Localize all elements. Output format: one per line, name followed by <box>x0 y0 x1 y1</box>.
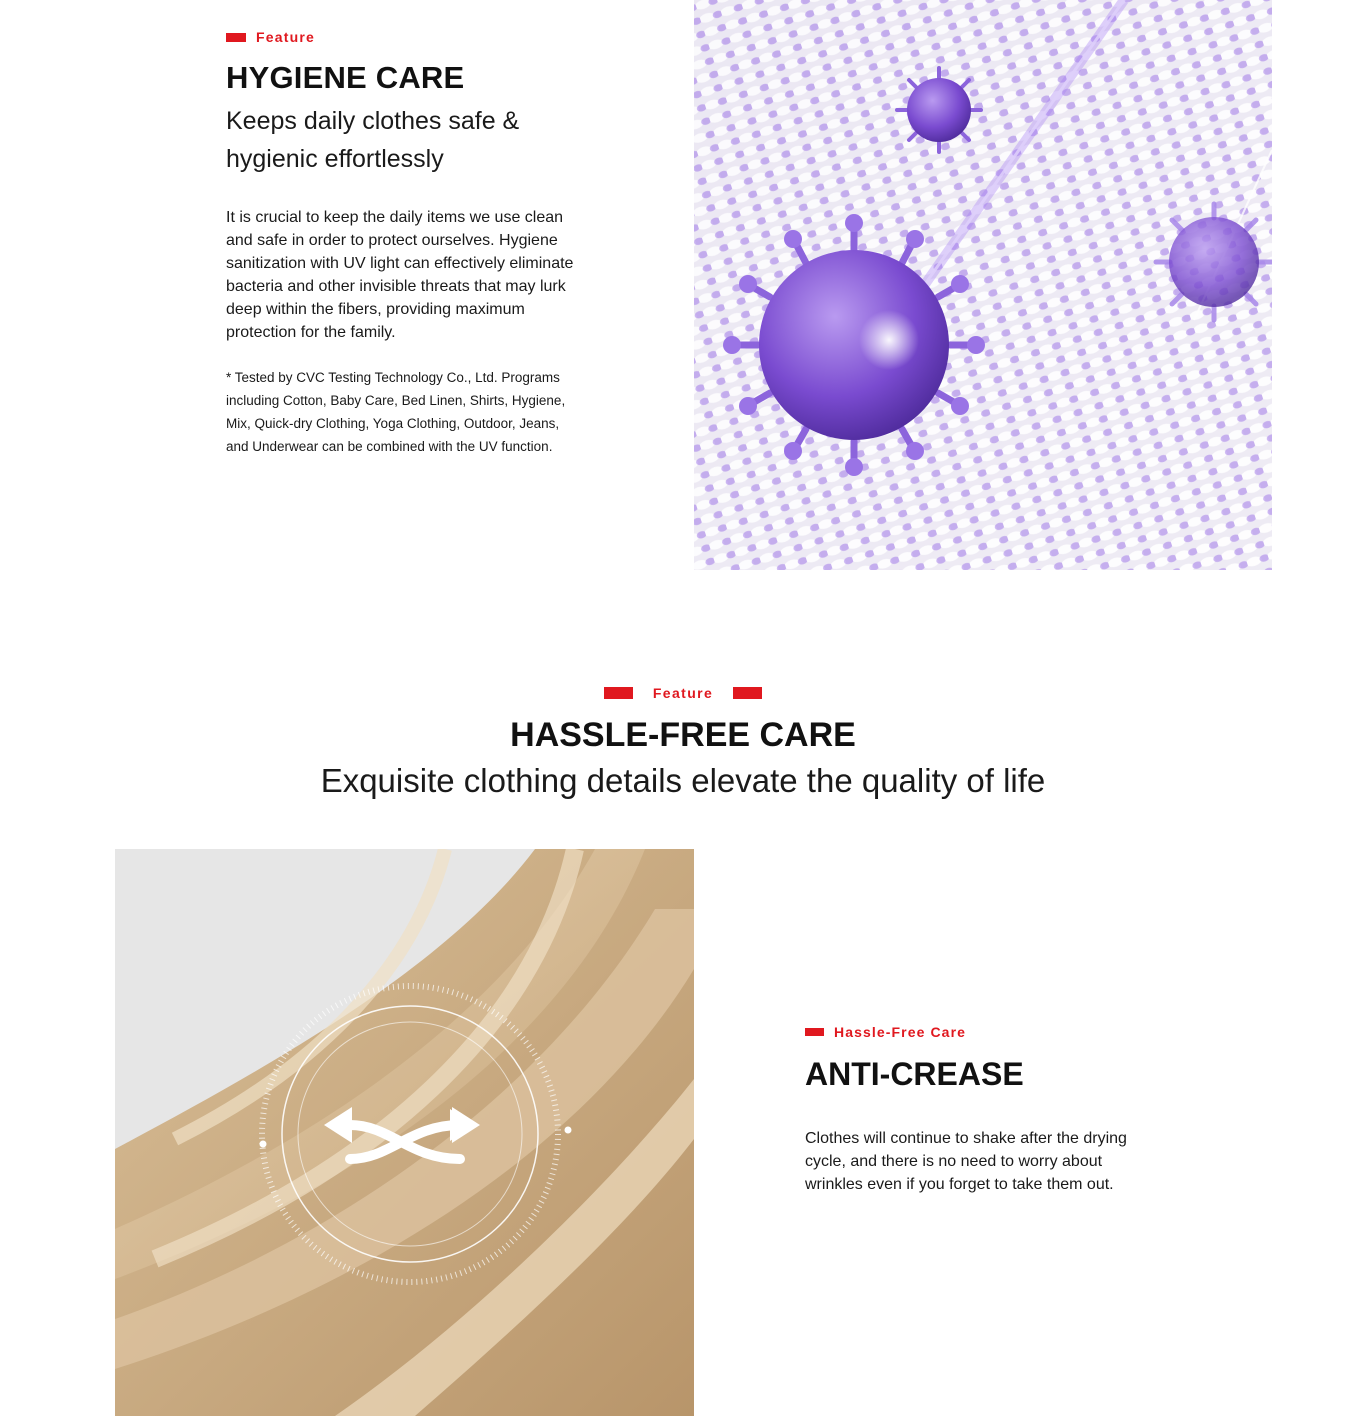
feature-tag-label: Feature <box>652 685 714 701</box>
hassle-free-care-tag <box>805 1023 1165 1041</box>
anti-crease-description: Clothes will continue to shake after the drying cycle, and there is no need to worry about wrinkles even if you forget to take them out. <box>805 1130 1127 1193</box>
hygiene-text-block <box>226 28 586 458</box>
hygiene-title: HYGIENE CARE <box>226 60 465 95</box>
anti-crease-text-block <box>805 1023 1165 1196</box>
feature-tag-centered <box>0 683 1366 703</box>
hygiene-description: It is crucial to keep the daily items we use clean and safe in order to protect ourselves. Hygiene sanitization with UV light can effectively eliminate bacteria and other invisible threats that may lurk deep within the fibers, providing maximum protection for the family. <box>226 209 574 341</box>
hassle-free-heading <box>0 683 1366 803</box>
uv-fabric-virus-illustration <box>694 0 1272 570</box>
uv-fabric-virus-image <box>694 0 1272 570</box>
hassle-free-subtitle: Exquisite clothing details elevate the quality of life <box>320 762 1046 799</box>
tag-bar-right <box>733 687 762 699</box>
anti-crease-illustration <box>115 849 694 1416</box>
hassle-free-title: HASSLE-FREE CARE <box>510 716 856 754</box>
tag-bar <box>805 1028 824 1036</box>
hygiene-test-note: * Tested by CVC Testing Technology Co., Ltd. Programs including Cotton, Baby Care, Bed Linen, Shirts, Hygiene, Mix, Quick-dry Clothing, Yoga Clothing, Outdoor, Jeans, and Underwear can be combined with the UV function. <box>226 370 566 454</box>
hygiene-subtitle <box>226 102 586 178</box>
hassle-free-care-tag-label: Hassle-Free Care <box>834 1024 966 1040</box>
feature-tag <box>226 28 586 46</box>
hygiene-subtitle-line1: Keeps daily clothes safe & <box>226 107 520 135</box>
tag-bar <box>226 33 246 42</box>
hygiene-subtitle-line2: hygienic effortlessly <box>226 145 444 173</box>
tag-bar-left <box>604 687 633 699</box>
anti-crease-title: ANTI-CREASE <box>805 1056 1024 1092</box>
feature-tag-label: Feature <box>256 29 315 45</box>
virus-small-right <box>1156 204 1272 320</box>
virus-small-top <box>897 68 981 152</box>
beige-fabric-shuffle-image <box>115 849 694 1416</box>
